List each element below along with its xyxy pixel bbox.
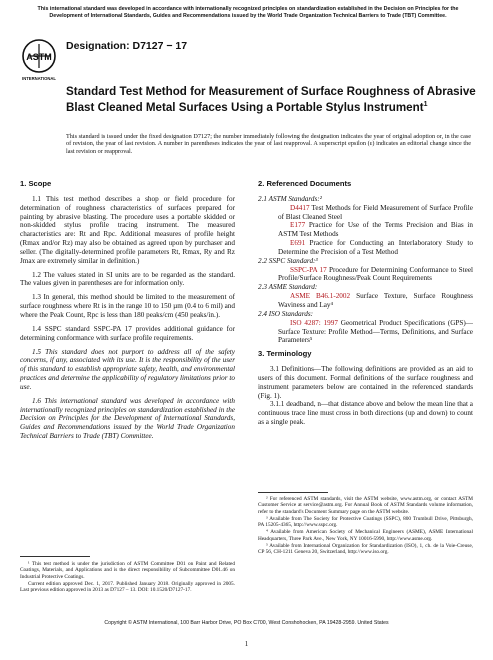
page-number: 1	[244, 640, 249, 648]
title-footnote-mark: 1	[423, 101, 428, 109]
footnote-1: ¹ This test method is under the jurisdiction of ASTM Committee D01 on Paint and Related Coatings, Materials, and Applications and is the direct responsibility of Subcommittee D01.46 on Industrial Protective Coatings.	[20, 561, 235, 580]
left-column	[20, 180, 235, 441]
para-1-4: 1.4 SSPC standard SSPC-PA 17 provides additional guidance for determining conformance with surface profile requirements.	[20, 324, 235, 342]
ref-e691: E691 Practice for Conducting an Interlaboratory Study to Determine the Precision of a Test Method	[278, 239, 473, 256]
ref-asme: ASME B46.1-2002 Surface Texture, Surface Roughness Waviness and Lay⁴	[278, 292, 473, 309]
section-2-1: 2.1 ASTM Standards:²	[258, 194, 322, 203]
designation: Designation: D7127 − 17	[66, 40, 188, 52]
ref-asme-link[interactable]: ASME B46.1-2002	[290, 292, 351, 301]
section-2-3: 2.3 ASME Standard:	[258, 283, 318, 292]
ref-d4417-link[interactable]: D4417	[290, 203, 310, 212]
astm-logo	[20, 38, 58, 82]
section-2-heading: 2. Referenced Documents	[258, 179, 352, 188]
para-1-3: 1.3 In general, this method should be limited to the measurement of surface roughness where Rt is in the range 10 to 150 µm (0.4 to 6 mil) and where the Peak Count, Rpc is less than 180 peaks/cm (450 peaks/in.).	[20, 293, 235, 319]
para-1-1: 1.1 This test method describes a shop or field procedure for determination of roughness characteristics of surfaces prepared for painting by abrasive blasting. The procedure uses a portable skidded or non-skidded stylus profile tracing instrument. The measured characteristics are: Rt and Rpc. Additional measures of profile height (Rmax and/or Rz) may also be obtained as agreed upon by purchaser and seller. (The digitally-determined profile parameters Rt, Rmax, Ry and Rz Jmax are extremely similar in definition.)	[20, 194, 235, 265]
ref-e177: E177 Practice for Use of the Terms Precision and Bias in ASTM Test Methods	[278, 221, 474, 239]
footnote-5: ⁵ Available from International Organization for Standardization (ISO), 1, ch. de la Voie-Creuse, CP 56, CH-1211 Geneva 20, Switzerland, http://www.iso.org.	[258, 543, 473, 556]
left-footnote-rule	[20, 556, 90, 557]
para-3-1-1: 3.1.1 deadband, n—that distance above and below the mean line that a continuous trace line must cross in both directions (up and down) to count as a single peak.	[258, 400, 473, 427]
title-text: Standard Test Method for Measurement of Surface Roughness of Abrasive Blast Cleaned Metal Surfaces Using a Portable Stylus Instrument	[66, 85, 476, 115]
left-footnotes	[20, 561, 235, 594]
right-column	[258, 180, 473, 427]
copyright-footer: Copyright © ASTM International, 100 Barr Harbor Drive, PO Box C700, West Conshohocken, PA 19428-2959. United States	[104, 620, 389, 626]
logo-text: ASTM	[26, 52, 52, 62]
para-3-1: 3.1 Definitions—The following definitions are provided as an aid to users of this document. Formal definitions of the surface roughness and instrument parameters below are contained in the referenced standards (Fig. 1).	[258, 365, 473, 400]
ref-e177-link[interactable]: E177	[290, 221, 306, 230]
ref-iso: ISO 4287: 1997 Geometrical Product Specifications (GPS)—Surface Texture: Profile Method—Terms, Definitions, and Surface Parameters⁵	[278, 318, 473, 345]
footnote-1-edition: Current edition approved Dec. 1, 2017. Published January 2018. Originally approved in 2005. Last previous edition approved in 2013 as D7127 – 13. DOI: 10.1520/D7127-17.	[20, 580, 235, 594]
footnote-2: ² For referenced ASTM standards, visit the ASTM website, www.astm.org, or contact ASTM Customer Service at service@astm.org. For Annual Book of ASTM Standards volume information, refer to the standard's Document Summary page on the ASTM website.	[258, 496, 473, 515]
ref-iso-link[interactable]: ISO 4287: 1997	[290, 318, 338, 327]
right-footnote-rule	[258, 492, 328, 493]
ref-e691-link[interactable]: E691	[290, 239, 306, 248]
ref-sspc-link[interactable]: SSPC-PA 17	[290, 265, 327, 274]
document-title	[66, 85, 476, 115]
tbt-notice: This international standard was developed in accordance with internationally recognized principles on standardization established in the Decision on Principles for the Development of International Standards, Guides and Recommendations issued by the World Trade Organization Technical Barriers to Trade (TBT) Committee.	[37, 6, 459, 19]
section-3-heading: 3. Terminology	[258, 349, 312, 359]
logo-subtext: INTERNATIONAL	[22, 76, 56, 81]
section-1-heading: 1. Scope	[20, 179, 52, 188]
para-1-5: 1.5 This standard does not purport to address all of the safety concerns, if any, associated with its use. It is the responsibility of the user of this standard to establish appropriate safety, health, and environmental practices and determine the applicability of regulatory limitations prior to use.	[20, 347, 235, 391]
section-2-4: 2.4 ISO Standards:	[258, 309, 314, 318]
right-footnotes	[258, 496, 473, 557]
para-1-6: 1.6 This international standard was developed in accordance with internationally recognized principles on standardization established in the Decision on Principles for the Development of International Standards, Guides and Recommendations issued by the World Trade Organization Technical Barriers to Trade (TBT) Committee.	[20, 396, 235, 441]
section-2-2: 2.2 SSPC Standard:³	[258, 256, 318, 265]
para-1-2: 1.2 The values stated in SI units are to be regarded as the standard. The values given in parentheses are for information only.	[20, 270, 235, 288]
footnote-3: ³ Available from The Society for Protective Coatings (SSPC), 800 Trumbull Drive, Pittsburgh, PA 15205-4365, http://www.sspc.org.	[258, 515, 473, 529]
issuance-note: This standard is issued under the fixed designation D7127; the number immediately following the designation indicates the year of original adoption or, in the case of revision, the year of last revision. A number in parentheses indicates the year of last reapproval. A superscript epsilon (ε) indicates an editorial change since the last revision or reapproval.	[66, 133, 471, 155]
ref-d4417: D4417 Test Methods for Field Measurement of Surface Profile of Blast Cleaned Steel	[278, 203, 473, 221]
ref-sspc-pa17: SSPC-PA 17 Procedure for Determining Conformance to Steel Profile/Surface Roughness/Peak Count Requirements	[278, 265, 474, 283]
footnote-4: ⁴ Available from American Society of Mechanical Engineers (ASME), ASME International Headquarters, Three Park Ave., New York, NY 10016-5990, http://www.asme.org.	[258, 529, 473, 542]
